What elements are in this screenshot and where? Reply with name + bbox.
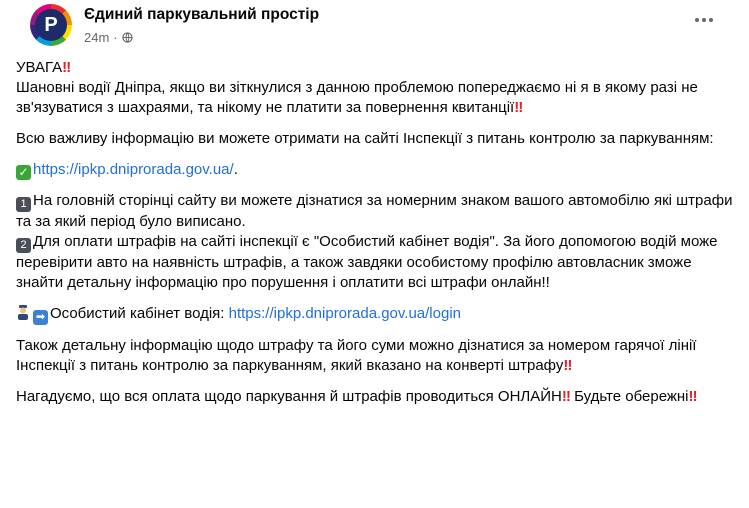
more-options-button[interactable] — [689, 8, 719, 32]
warning-word: УВАГА — [16, 59, 63, 76]
meta-separator: · — [113, 30, 118, 45]
warning-line-2-text: зв'язуватися з шахраями, та нікому не платити за повернення квитанції — [16, 99, 515, 116]
reminder-text: Нагадуємо, що вся оплата щодо паркування й штрафів проводиться ОНЛАЙН — [16, 388, 562, 405]
step-1-text: На головній сторінці сайту ви можете дізнатися за номерним знаком вашого автомобілю які штрафи та за який період було виписано. — [16, 192, 733, 230]
site-link[interactable]: https://ipkp.dniprorada.gov.ua/ — [33, 161, 234, 178]
cabinet-label: Особистий кабінет водія: — [50, 305, 229, 322]
cabinet-login-link[interactable]: https://ipkp.dniprorada.gov.ua/login — [228, 305, 462, 322]
paragraph-hotline — [16, 336, 736, 376]
keycap-2-icon: 2 — [16, 238, 31, 253]
hotline-text: Також детальну інформацію щодо штрафу та його суми можно дізнатися за номером гарячої лінії Інспекції з питань контролю за паркуванням, який вказано на конверті штрафу — [16, 337, 697, 374]
paragraph-info: Всю важливу інформацію ви можете отримати на сайті Інспекції з питань контролю за паркуванням: — [16, 130, 714, 147]
keycap-1-icon: 1 — [16, 197, 31, 212]
page-name[interactable]: Єдиний паркувальний простір — [84, 6, 320, 23]
site-link-tail: . — [233, 161, 238, 178]
warning-title — [16, 58, 736, 78]
paragraph-warning — [16, 58, 736, 118]
avatar[interactable] — [30, 4, 72, 46]
post-meta — [84, 30, 133, 45]
more-icon-dot — [709, 18, 713, 22]
paragraph-reminder — [16, 387, 736, 407]
step-2 — [16, 232, 736, 293]
step-1 — [16, 191, 736, 232]
double-exclamation-icon: ‼ — [561, 388, 570, 405]
step-2-text: Для оплати штрафів на сайті інспекції є "Особистий кабінет водія". За його допомогою водій може перевірити авто на наявність штрафів, а також завдяки особистому профілю автовласник зможе знайти детальну інформацію про порушення і оплатити всі штрафи онлайн!! — [16, 233, 718, 291]
paragraph-steps — [16, 191, 736, 293]
paragraph-site-link — [16, 160, 736, 180]
paragraph-cabinet — [16, 304, 736, 325]
double-exclamation-icon: ‼ — [62, 59, 71, 76]
reminder-careful: Будьте обережні — [569, 388, 689, 405]
post-body — [16, 58, 736, 407]
double-exclamation-icon: ‼ — [514, 99, 523, 116]
more-icon — [695, 18, 699, 22]
more-icon-dot — [702, 18, 706, 22]
double-exclamation-icon: ‼ — [563, 357, 572, 374]
right-arrow-icon: ➡ — [33, 310, 48, 325]
globe-icon[interactable] — [122, 32, 133, 43]
post-header — [16, 0, 739, 54]
check-mark-icon: ✓ — [16, 165, 31, 180]
warning-line-2 — [16, 98, 736, 118]
warning-line-1: Шановні водії Дніпра, якщо ви зіткнулися з данною проблемою попереджаємо ні я в якому разі не — [16, 79, 698, 96]
avatar-letter: P — [35, 9, 67, 41]
double-exclamation-icon: ‼ — [688, 388, 697, 405]
police-officer-icon — [16, 305, 30, 320]
post-timestamp[interactable]: 24m — [84, 30, 110, 45]
